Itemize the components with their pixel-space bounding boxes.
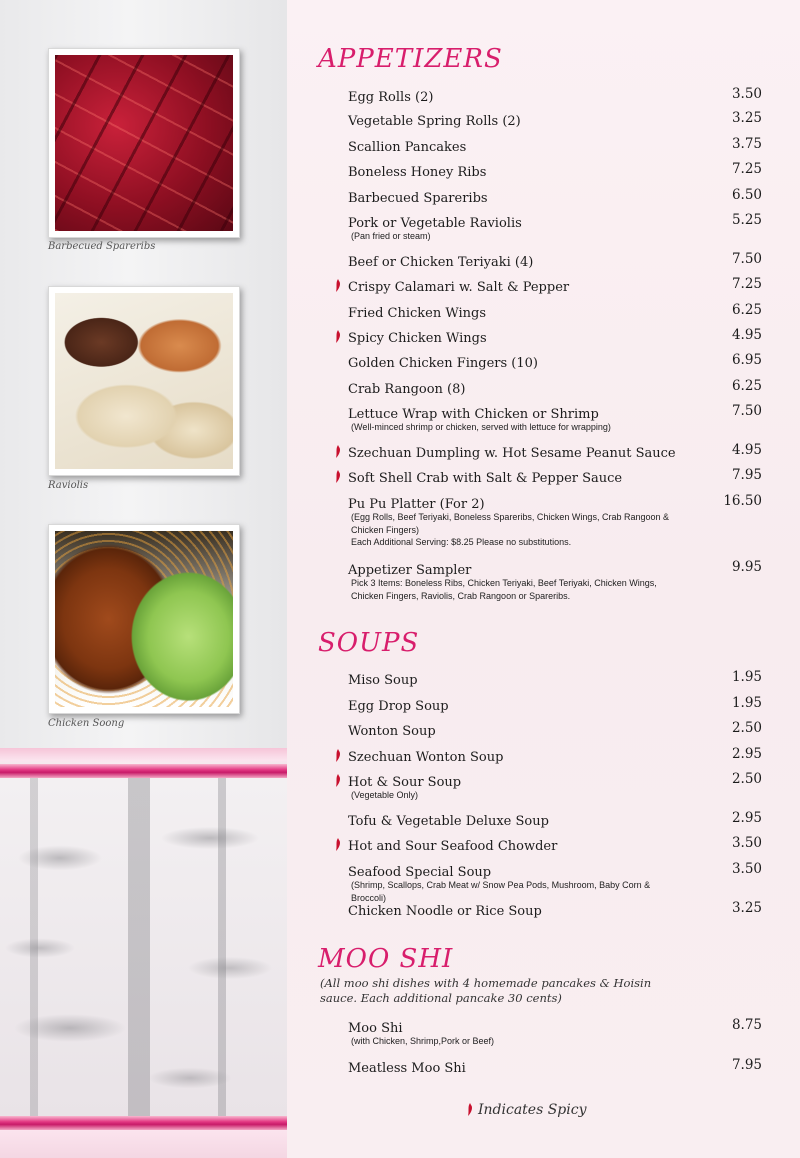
menu-item (348, 327, 762, 345)
menu-item (348, 669, 762, 687)
menu-item-name: Meatless Moo Shi (348, 1061, 466, 1076)
menu-item-description: (Pan fried or steam) (351, 231, 431, 241)
menu-item-row (348, 1057, 762, 1075)
menu-item-price: 2.50 (731, 771, 762, 787)
section-title-appetizers: APPETIZERS (318, 44, 503, 74)
menu-item-row (348, 746, 762, 764)
menu-item (348, 212, 762, 243)
menu-item (348, 110, 762, 128)
raviolis-photo (55, 293, 233, 469)
chili-pepper-icon (334, 749, 342, 762)
pink-fade (0, 1130, 287, 1158)
menu-item-row (348, 251, 762, 269)
menu-item-name: Wonton Soup (348, 724, 436, 739)
menu-item-name: Soft Shell Crab with Salt & Pepper Sauce (348, 471, 623, 486)
menu-item-row (348, 212, 762, 230)
menu-item-row (348, 136, 762, 154)
menu-item-name: Hot & Sour Soup (348, 775, 462, 790)
left-panel (0, 0, 287, 1158)
chili-pepper-icon (334, 445, 342, 458)
menu-item-price: 6.25 (731, 378, 762, 394)
chili-pepper-icon (334, 774, 342, 787)
menu-item (348, 86, 762, 104)
menu-item (348, 771, 762, 802)
menu-item-name: Szechuan Dumpling w. Hot Sesame Peanut Sauce (348, 446, 676, 461)
menu-item (348, 720, 762, 738)
menu-item-row (348, 187, 762, 205)
menu-item-row (348, 493, 762, 511)
menu-item-price: 7.50 (731, 403, 762, 419)
menu-item-name: Tofu & Vegetable Deluxe Soup (348, 814, 549, 829)
photo-frame (48, 286, 240, 476)
menu-item-name: Vegetable Spring Rolls (2) (348, 114, 521, 129)
menu-item-row (348, 403, 762, 421)
photo-caption: Raviolis (48, 480, 89, 491)
menu-item-name: Barbecued Spareribs (348, 191, 488, 206)
menu-item-name: Pork or Vegetable Raviolis (348, 216, 522, 231)
menu-item-name: Crab Rangoon (8) (348, 382, 466, 397)
menu-item-row (348, 161, 762, 179)
menu-item-name: Boneless Honey Ribs (348, 165, 487, 180)
menu-item (348, 161, 762, 179)
menu-item-price: 3.50 (731, 861, 762, 877)
menu-item (348, 403, 762, 434)
menu-item (348, 493, 762, 549)
chili-pepper-icon (334, 470, 342, 483)
menu-item-name: Chicken Noodle or Rice Soup (348, 904, 542, 919)
chicken-soong-photo (55, 531, 233, 707)
menu-item-name: Miso Soup (348, 673, 418, 688)
menu-item-price: 6.95 (731, 352, 762, 368)
menu-item-row (348, 695, 762, 713)
menu-item (348, 861, 762, 904)
menu-item (348, 1057, 762, 1075)
menu-item-description: (Well-minced shrimp or chicken, served with lettuce for wrapping) (351, 422, 611, 432)
menu-item (348, 810, 762, 828)
menu-item-description: (with Chicken, Shrimp,Pork or Beef) (351, 1036, 495, 1046)
menu-item-name: Fried Chicken Wings (348, 306, 487, 321)
menu-item-row (348, 110, 762, 128)
menu-item-price: 3.75 (731, 136, 762, 152)
menu-item (348, 695, 762, 713)
menu-item-row (348, 861, 762, 879)
section-title-soups: SOUPS (318, 628, 420, 658)
menu-item-price: 7.95 (731, 1057, 762, 1073)
menu-item (348, 746, 762, 764)
menu-item-description: (Vegetable Only) (351, 790, 419, 800)
menu-item-price: 7.95 (731, 467, 762, 483)
menu-item-row (348, 467, 762, 485)
menu-item-name: Spicy Chicken Wings (348, 331, 487, 346)
photo-frame (48, 48, 240, 238)
menu-item-row (348, 669, 762, 687)
menu-item-price: 2.95 (731, 810, 762, 826)
menu-item-price: 8.75 (731, 1017, 762, 1033)
menu-item-description: Each Additional Serving: $8.25 Please no substitutions. (351, 537, 572, 547)
menu-item (348, 251, 762, 269)
menu-item-name: Hot and Sour Seafood Chowder (348, 839, 558, 854)
menu-item-row (348, 720, 762, 738)
menu-item-name: Lettuce Wrap with Chicken or Shrimp (348, 407, 599, 422)
menu-item-name: Seafood Special Soup (348, 865, 492, 880)
moo-shi-note: (All moo shi dishes with 4 homemade pancakes & Hoisin sauce. Each additional pancake 30 cents) (320, 976, 652, 1005)
menu-item-price: 3.25 (731, 900, 762, 916)
menu-item-price: 3.25 (731, 110, 762, 126)
chili-pepper-icon (466, 1103, 474, 1116)
menu-item-row (348, 378, 762, 396)
menu-item-price: 7.25 (731, 276, 762, 292)
photo-caption: Chicken Soong (48, 718, 125, 729)
menu-item-name: Scallion Pancakes (348, 140, 467, 155)
menu-item-price: 4.95 (731, 442, 762, 458)
menu-item-price: 16.50 (723, 493, 762, 509)
menu-item-name: Egg Drop Soup (348, 699, 449, 714)
menu-item-name: Szechuan Wonton Soup (348, 750, 504, 765)
menu-item (348, 442, 762, 460)
menu-item-price: 6.50 (731, 187, 762, 203)
menu-item-price: 4.95 (731, 327, 762, 343)
menu-item-row (348, 442, 762, 460)
menu-item-row (348, 835, 762, 853)
spicy-legend (466, 1101, 587, 1118)
photo-caption: Barbecued Spareribs (48, 241, 156, 252)
spicy-legend-text: Indicates Spicy (478, 1102, 587, 1118)
menu-item-name: Moo Shi (348, 1021, 403, 1036)
menu-item-price: 9.95 (731, 559, 762, 575)
menu-item (348, 276, 762, 294)
menu-item (348, 559, 762, 602)
menu-item-price: 6.25 (731, 302, 762, 318)
menu-item (348, 187, 762, 205)
menu-item (348, 378, 762, 396)
menu-item-price: 1.95 (731, 669, 762, 685)
menu-item-row (348, 276, 762, 294)
chili-pepper-icon (334, 330, 342, 343)
menu-item (348, 136, 762, 154)
menu-item-row (348, 771, 762, 789)
menu-item-row (348, 302, 762, 320)
menu-item-name: Pu Pu Platter (For 2) (348, 497, 485, 512)
menu-item-name: Egg Rolls (2) (348, 90, 434, 105)
menu-item-name: Beef or Chicken Teriyaki (4) (348, 255, 534, 270)
menu-item-row (348, 559, 762, 577)
menu-item-name: Appetizer Sampler (348, 563, 472, 578)
menu-item-description: Pick 3 Items: Boneless Ribs, Chicken Teriyaki, Beef Teriyaki, Chicken Wings, Chicken Fingers, Raviolis, Crab Rangoon or Spareribs. (351, 578, 657, 601)
menu-item-row (348, 327, 762, 345)
menu-item-row (348, 1017, 762, 1035)
menu-item-price: 3.50 (731, 835, 762, 851)
menu-item-price: 2.50 (731, 720, 762, 736)
menu-item-name: Golden Chicken Fingers (10) (348, 356, 538, 371)
menu-item-row (348, 810, 762, 828)
menu-item-row (348, 86, 762, 104)
pink-band-top (0, 764, 287, 778)
menu-item (348, 352, 762, 370)
menu-item-name: Crispy Calamari w. Salt & Pepper (348, 280, 570, 295)
menu-item-row (348, 352, 762, 370)
menu-item (348, 302, 762, 320)
bamboo-illustration (0, 778, 287, 1116)
menu-item-price: 7.50 (731, 251, 762, 267)
chili-pepper-icon (334, 279, 342, 292)
menu-item-row (348, 900, 762, 918)
menu-item-price: 1.95 (731, 695, 762, 711)
menu-item (348, 900, 762, 918)
menu-item (348, 1017, 762, 1048)
menu-item-price: 3.50 (731, 86, 762, 102)
menu-item-price: 7.25 (731, 161, 762, 177)
menu-item (348, 467, 762, 485)
spareribs-photo (55, 55, 233, 231)
menu-item-description: (Shrimp, Scallops, Crab Meat w/ Snow Pea Pods, Mushroom, Baby Corn & Broccoli) (351, 880, 651, 903)
section-title-moo-shi: MOO SHI (318, 944, 454, 974)
menu-item-price: 2.95 (731, 746, 762, 762)
menu-item-price: 5.25 (731, 212, 762, 228)
chili-pepper-icon (334, 838, 342, 851)
photo-frame (48, 524, 240, 714)
menu-item-description: (Egg Rolls, Beef Teriyaki, Boneless Spareribs, Chicken Wings, Crab Rangoon & Chicken Fingers) (351, 512, 669, 535)
menu-item (348, 835, 762, 853)
pink-band-bottom (0, 1116, 287, 1130)
